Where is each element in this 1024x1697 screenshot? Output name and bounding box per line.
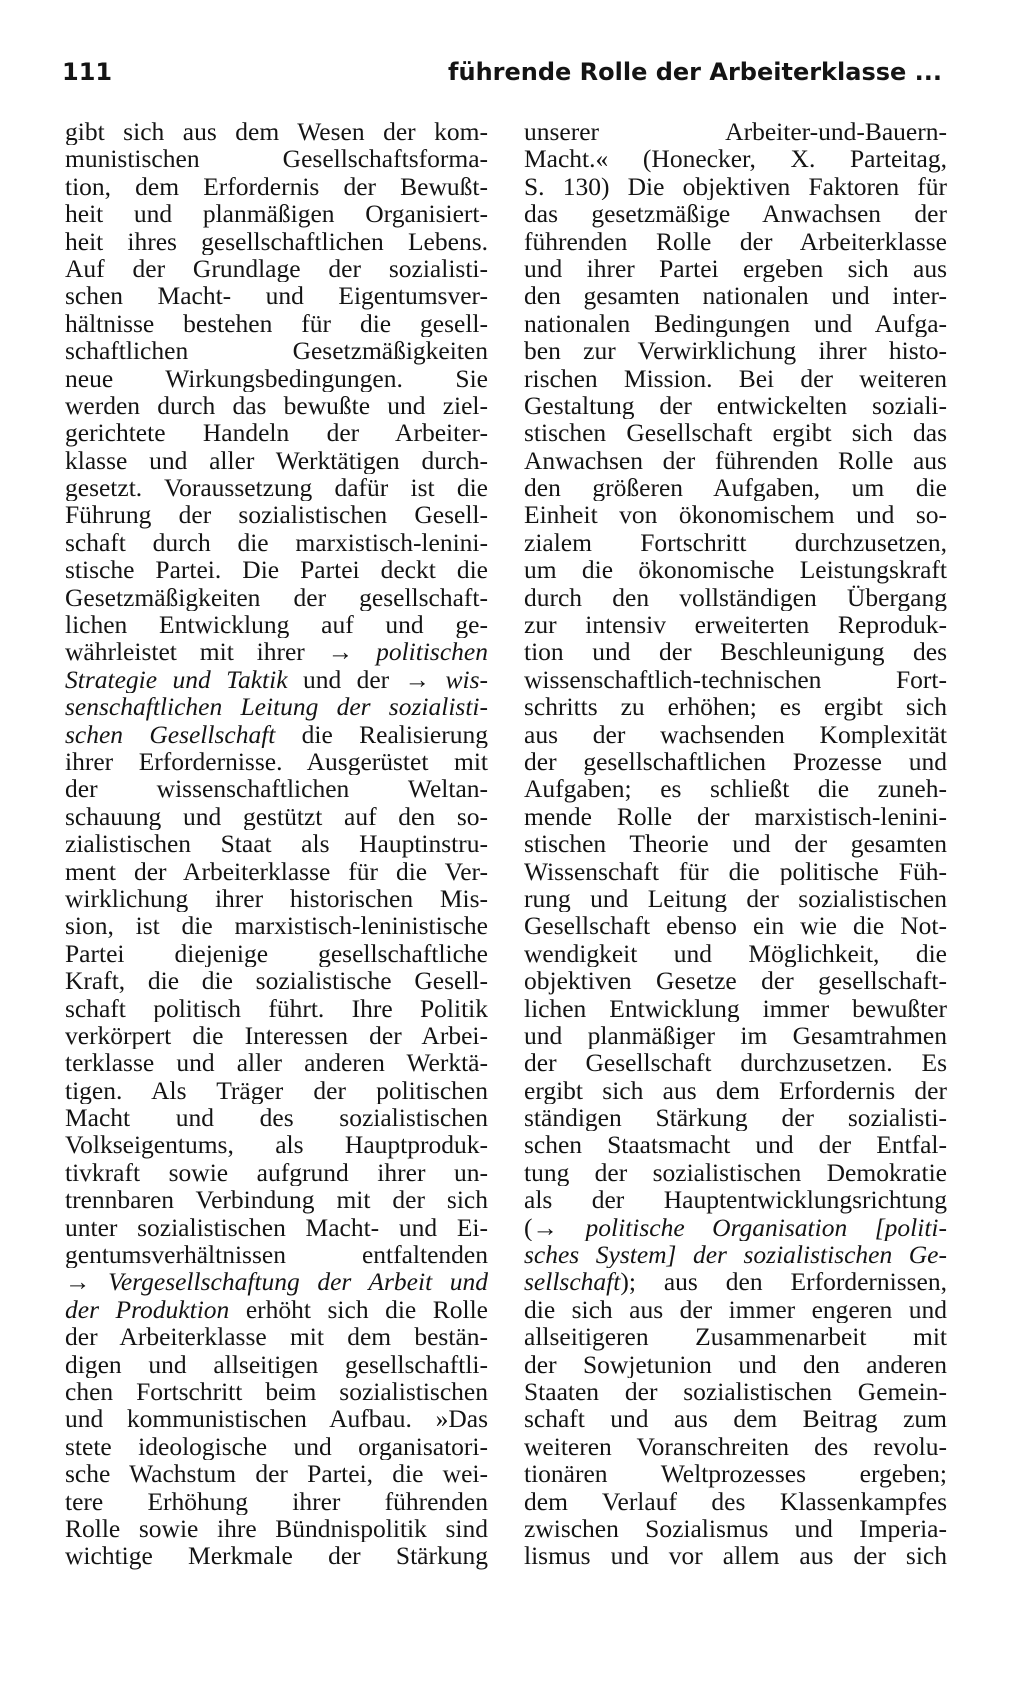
text-segment: lismus und vor allem aus der sich <box>524 1542 947 1570</box>
text-segment: durch den vollständigen Übergang <box>524 583 947 612</box>
text-segment: gentumsverhältnissen entfaltenden <box>65 1241 488 1269</box>
text-segment: Rolle sowie ihre Bündnispolitik sind <box>65 1514 488 1543</box>
text-line <box>524 1405 947 1432</box>
text-segment: neue Wirkungsbedingungen. Sie <box>65 364 488 392</box>
text-segment: ergibt sich aus dem Erfordernis der <box>524 1076 947 1105</box>
text-segment: zwischen Sozialismus und Imperia- <box>524 1514 947 1543</box>
text-line <box>524 1159 947 1186</box>
text-line <box>524 666 947 693</box>
text-line <box>524 1214 947 1241</box>
text-segment: ben zur Verwirklichung ihrer histo- <box>524 337 947 365</box>
italic-text-segment: Vergesellschaftung der Arbeit und <box>108 1268 488 1296</box>
text-segment: Partei diejenige gesellschaftliche <box>65 939 488 968</box>
text-segment: heit und planmäßigen Organisiert- <box>65 200 488 228</box>
text-line <box>524 1515 947 1542</box>
text-line <box>65 1296 488 1323</box>
text-segment: wendigkeit und Möglichkeit, die <box>524 939 947 968</box>
text-line <box>65 693 488 720</box>
text-segment: nationalen Bedingungen und Aufga- <box>524 309 947 338</box>
text-line <box>524 1378 947 1405</box>
text-segment: und ihrer Partei ergeben sich aus <box>524 254 947 283</box>
text-segment: weiteren Voranschreiten des revolu- <box>524 1432 947 1461</box>
text-segment: Führung der sozialistischen Gesell- <box>65 501 488 529</box>
text-segment: die sich aus der immer engeren und <box>524 1295 947 1324</box>
page-number: 111 <box>62 58 113 86</box>
text-segment: der Sowjetunion und den anderen <box>524 1350 947 1378</box>
text-line <box>524 1488 947 1515</box>
text-segment: der gesellschaftlichen Prozesse und <box>524 747 947 776</box>
text-line <box>65 1131 488 1158</box>
text-line <box>524 1351 947 1378</box>
text-line <box>65 529 488 556</box>
italic-text-segment: politische Organisation [politi- <box>585 1213 947 1242</box>
text-line <box>524 310 947 337</box>
text-segment: tung der sozialistischen Demokratie <box>524 1158 947 1187</box>
text-line <box>65 940 488 967</box>
text-column-left <box>65 118 488 1570</box>
text-segment: aus der wachsenden Komplexität <box>524 720 947 748</box>
text-line <box>524 1186 947 1213</box>
text-segment: unserer Arbeiter-und-Bauern- <box>524 118 947 146</box>
text-line <box>524 1022 947 1049</box>
text-line <box>524 529 947 556</box>
text-line <box>65 1351 488 1378</box>
text-line <box>65 474 488 501</box>
text-line <box>524 1323 947 1350</box>
text-line <box>65 365 488 392</box>
text-line <box>524 995 947 1022</box>
text-line <box>65 967 488 994</box>
text-segment: objektiven Gesetze der gesellschaft- <box>524 967 947 995</box>
text-line <box>65 912 488 939</box>
text-segment: tionären Weltprozesses ergeben; <box>524 1460 947 1488</box>
text-line <box>65 1268 488 1295</box>
text-segment: rischen Mission. Bei der weiteren <box>524 364 947 392</box>
text-segment: allseitigeren Zusammenarbeit mit <box>524 1323 947 1351</box>
text-line <box>65 392 488 419</box>
text-line <box>524 912 947 939</box>
text-line <box>65 1323 488 1350</box>
text-segment: zialistischen Staat als Hauptinstru- <box>65 830 488 858</box>
italic-text-segment: senschaftlichen Leitung der sozialisti- <box>65 693 488 721</box>
text-segment: lichen Entwicklung auf und ge- <box>65 611 488 639</box>
text-line <box>65 337 488 364</box>
italic-text-segment: politischen <box>376 638 488 666</box>
text-segment: ständigen Stärkung der sozialisti- <box>524 1104 947 1132</box>
text-segment: der wissenschaftlichen Weltan- <box>65 775 488 803</box>
text-line <box>65 282 488 309</box>
text-segment: stete ideologische und organisatori- <box>65 1432 488 1461</box>
text-line <box>65 748 488 775</box>
text-segment: schauung und gestützt auf den so- <box>65 802 488 831</box>
italic-text-segment: wis- <box>445 665 488 694</box>
text-segment: schen Staatsmacht und der Entfal- <box>524 1131 947 1159</box>
text-segment: zur intensiv erweiterten Reproduk- <box>524 611 947 639</box>
text-segment: dem Verlauf des Klassenkampfes <box>524 1487 947 1515</box>
text-line <box>65 1049 488 1076</box>
text-line <box>65 666 488 693</box>
text-segment: Gesellschaft ebenso ein wie die Not- <box>524 912 947 940</box>
text-segment: unter sozialistischen Macht- und Ei- <box>65 1213 488 1242</box>
text-line <box>65 1515 488 1542</box>
text-line <box>65 1214 488 1241</box>
text-line <box>524 365 947 392</box>
text-line <box>65 721 488 748</box>
text-segment: Einheit von ökonomischem und so- <box>524 501 947 529</box>
text-line <box>524 501 947 528</box>
text-line <box>524 173 947 200</box>
text-segment: schaft und aus dem Beitrag zum <box>524 1405 947 1433</box>
text-segment: ihrer Erfordernisse. Ausgerüstet mit <box>65 747 488 776</box>
text-segment: gibt sich aus dem Wesen der kom- <box>65 118 488 146</box>
text-segment: Gesetzmäßigkeiten der gesellschaft- <box>65 583 488 612</box>
text-line <box>524 228 947 255</box>
text-line <box>65 1241 488 1268</box>
text-segment: währleistet mit ihrer → <box>65 638 377 666</box>
text-segment: der Arbeiterklasse mit dem bestän- <box>65 1323 488 1351</box>
text-segment: schen Macht- und Eigentumsver- <box>65 282 488 310</box>
text-segment: mende Rolle der marxistisch-lenini- <box>524 802 947 831</box>
text-line <box>65 118 488 145</box>
text-segment: und planmäßiger im Gesamtrahmen <box>524 1021 947 1050</box>
text-line <box>65 1104 488 1131</box>
text-segment: führenden Rolle der Arbeiterklasse <box>524 227 947 255</box>
text-segment: gesetzt. Voraussetzung dafür ist die <box>65 474 488 502</box>
text-segment: schaft durch die marxistisch-lenini- <box>65 528 488 557</box>
text-segment: Aufgaben; es schließt die zuneh- <box>524 775 947 803</box>
text-segment: um die ökonomische Leistungskraft <box>524 556 947 584</box>
text-line <box>65 1488 488 1515</box>
text-line <box>524 830 947 857</box>
text-line <box>524 1049 947 1076</box>
text-segment: und der → <box>287 665 446 694</box>
text-line <box>524 967 947 994</box>
text-segment: (→ <box>524 1213 586 1242</box>
text-segment: schaftlichen Gesetzmäßigkeiten <box>65 337 488 365</box>
text-segment: trennbaren Verbindung mit der sich <box>65 1186 488 1214</box>
text-line <box>524 721 947 748</box>
text-line <box>524 611 947 638</box>
text-segment: S. 130) Die objektiven Faktoren für <box>524 172 947 201</box>
text-line <box>524 474 947 501</box>
text-line <box>524 200 947 227</box>
text-segment: Kraft, die die sozialistische Gesell- <box>65 967 488 995</box>
text-line <box>65 145 488 172</box>
text-segment: chen Fortschritt beim sozialistischen <box>65 1377 488 1406</box>
text-segment: ); aus den Erfordernissen, <box>620 1268 947 1296</box>
text-line <box>524 803 947 830</box>
text-segment: werden durch das bewußte und ziel- <box>65 391 488 420</box>
text-segment: heit ihres gesellschaftlichen Lebens. <box>65 227 488 255</box>
text-segment: das gesetzmäßige Anwachsen der <box>524 200 947 228</box>
text-line <box>65 255 488 282</box>
text-line <box>524 638 947 665</box>
text-segment: Auf der Grundlage der sozialisti- <box>65 254 488 283</box>
text-segment: tivkraft sowie aufgrund ihrer un- <box>65 1158 488 1187</box>
text-line <box>524 255 947 282</box>
text-segment: die Realisierung <box>275 720 488 748</box>
text-line <box>65 310 488 337</box>
text-line <box>524 1460 947 1487</box>
text-line <box>65 858 488 885</box>
text-line <box>524 1542 947 1569</box>
text-segment: tion und der Beschleunigung des <box>524 638 947 666</box>
text-line <box>65 200 488 227</box>
text-segment: tion, dem Erfordernis der Bewußt- <box>65 172 488 201</box>
text-segment: Staaten der sozialistischen Gemein- <box>524 1377 947 1406</box>
text-segment: tere Erhöhung ihrer führenden <box>65 1487 488 1515</box>
text-line <box>524 1104 947 1131</box>
text-segment: wichtige Merkmale der Stärkung <box>65 1542 488 1570</box>
text-segment: → <box>65 1268 109 1296</box>
italic-text-segment: sches System] der sozialistischen Ge- <box>524 1241 947 1269</box>
text-line <box>524 392 947 419</box>
text-line <box>65 1077 488 1104</box>
text-segment: digen und allseitigen gesellschaftli- <box>65 1350 488 1378</box>
text-line <box>524 1433 947 1460</box>
text-segment: sche Wachstum der Partei, die wei- <box>65 1460 488 1488</box>
text-line <box>65 1542 488 1569</box>
text-line <box>524 858 947 885</box>
text-segment: Volkseigentums, als Hauptproduk- <box>65 1131 488 1159</box>
text-line <box>65 995 488 1022</box>
text-line <box>65 1433 488 1460</box>
italic-text-segment: Strategie und Taktik <box>65 665 288 694</box>
text-segment: als der Hauptentwicklungsrichtung <box>524 1186 947 1214</box>
text-line <box>524 556 947 583</box>
text-segment: hältnisse bestehen für die gesell- <box>65 309 488 338</box>
text-segment: rung und Leitung der sozialistischen <box>524 884 947 913</box>
text-line <box>65 228 488 255</box>
text-line <box>65 1405 488 1432</box>
text-line <box>524 419 947 446</box>
text-line <box>65 638 488 665</box>
text-segment: ment der Arbeiterklasse für die Ver- <box>65 857 488 885</box>
text-line <box>524 693 947 720</box>
text-line <box>65 830 488 857</box>
text-segment: Macht und des sozialistischen <box>65 1104 488 1132</box>
text-line <box>524 1241 947 1268</box>
text-segment: sion, ist die marxistisch-leninistische <box>65 912 488 940</box>
text-segment: den gesamten nationalen und inter- <box>524 282 947 310</box>
text-line <box>65 584 488 611</box>
text-segment: der Gesellschaft durchzusetzen. Es <box>524 1049 947 1077</box>
italic-text-segment: sellschaft <box>524 1268 621 1296</box>
text-line <box>524 584 947 611</box>
text-segment: stische Partei. Die Partei deckt die <box>65 556 488 584</box>
text-segment: zialem Fortschritt durchzusetzen, <box>524 528 947 557</box>
text-line <box>524 447 947 474</box>
text-line <box>65 173 488 200</box>
text-line <box>65 775 488 802</box>
text-line <box>524 145 947 172</box>
text-segment: stischen Gesellschaft ergibt sich das <box>524 419 947 447</box>
text-line <box>65 501 488 528</box>
italic-text-segment: der Produktion <box>65 1295 230 1324</box>
text-segment: wissenschaftlich-technischen Fort- <box>524 665 947 694</box>
text-segment: schaft politisch führt. Ihre Politik <box>65 994 488 1022</box>
text-line <box>524 1268 947 1295</box>
text-segment: Macht.« (Honecker, X. Parteitag, <box>524 145 947 173</box>
text-segment: schritts zu erhöhen; es ergibt sich <box>524 693 947 721</box>
text-segment: terklasse und aller anderen Werktä- <box>65 1049 488 1077</box>
text-line <box>524 282 947 309</box>
text-line <box>524 940 947 967</box>
text-segment: Anwachsen der führenden Rolle aus <box>524 446 947 475</box>
text-segment: tigen. Als Träger der politischen <box>65 1076 488 1105</box>
text-line <box>524 775 947 802</box>
text-line <box>65 447 488 474</box>
page-header <box>62 58 942 98</box>
text-segment: und kommunistischen Aufbau. »Das <box>65 1405 488 1433</box>
text-line <box>65 556 488 583</box>
text-line <box>524 337 947 364</box>
text-line <box>65 1460 488 1487</box>
text-segment: Gestaltung der entwickelten soziali- <box>524 391 947 420</box>
text-line <box>65 611 488 638</box>
text-line <box>524 1131 947 1158</box>
text-segment: erhöht sich die Rolle <box>229 1295 488 1324</box>
italic-text-segment: schen Gesellschaft <box>65 720 276 748</box>
text-segment: gerichtete Handeln der Arbeiter- <box>65 419 488 447</box>
text-segment: Wissenschaft für die politische Füh- <box>524 857 947 885</box>
text-segment: munistischen Gesellschaftsforma- <box>65 145 488 173</box>
text-column-right <box>524 118 947 1570</box>
text-line <box>524 1077 947 1104</box>
text-line <box>524 748 947 775</box>
text-segment: den größeren Aufgaben, um die <box>524 474 947 502</box>
text-line <box>524 118 947 145</box>
text-line <box>65 1186 488 1213</box>
text-line <box>65 419 488 446</box>
text-segment: lichen Entwicklung immer bewußter <box>524 994 947 1022</box>
text-segment: stischen Theorie und der gesamten <box>524 830 947 858</box>
text-segment: wirklichung ihrer historischen Mis- <box>65 884 488 913</box>
running-title: führende Rolle der Arbeiterklasse ... <box>448 58 942 86</box>
text-line <box>524 1296 947 1323</box>
text-line <box>65 1378 488 1405</box>
text-line <box>524 885 947 912</box>
text-line <box>65 803 488 830</box>
text-line <box>65 1022 488 1049</box>
text-line <box>65 1159 488 1186</box>
text-segment: klasse und aller Werktätigen durch- <box>65 446 488 475</box>
text-line <box>65 885 488 912</box>
text-segment: verkörpert die Interessen der Arbei- <box>65 1021 488 1050</box>
